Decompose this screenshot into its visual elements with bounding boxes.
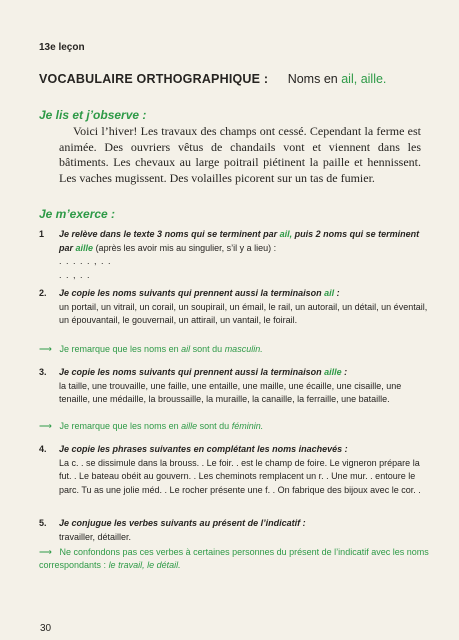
answer-dots: . . , . .: [59, 269, 91, 280]
exercise-4: [39, 443, 431, 497]
section-heading-reading: Je lis et j’observe :: [39, 108, 147, 122]
page-number: 30: [40, 623, 52, 634]
exercise-5: [39, 517, 431, 544]
exercise-number: 3.: [39, 367, 47, 377]
section-heading-exercises: Je m’exerce :: [39, 207, 116, 221]
instruction-colon: :: [336, 288, 340, 298]
vocabulary-title: VOCABULAIRE ORTHOGRAPHIQUE :: [39, 72, 269, 86]
reading-text: Voici l’hiver! Les travaux des champs ont cessé. Cependant la ferme est animée. Des ouvriers vêtus de chandails vont et viennent dans les bâtiments. Les chevaux au large poitrail piétinent la paille et hennissent. Les vaches mugissent. Des volailles picorent sur un tas de fumier.: [59, 124, 421, 185]
instruction-part: Je copie les noms suivants qui prennent aussi la terminaison: [59, 367, 322, 377]
word-list: la taille, une trouvaille, une faille, une entaille, une maille, une écaille, une cisaille, une tenaille, une médaille, la broussaille, la muraille, la canaille, la ferraille, une bataille.: [59, 380, 402, 404]
exercise-3: [39, 366, 431, 407]
arrow-icon: ⟶: [39, 547, 52, 557]
exercise-note: (après les avoir mis au singulier, s’il y a lieu) :: [95, 242, 277, 253]
remark-highlight: aille: [181, 421, 198, 431]
remark-masculine: [39, 343, 431, 356]
instruction-part: Je copie les noms suivants qui prennent aussi la terminaison: [59, 288, 322, 298]
exercise-number: 4.: [39, 444, 47, 454]
exercise-instruction: Je copie les phrases suivantes en complétant les noms inachevés :: [59, 444, 348, 454]
remark-text: Je remarque que les noms en: [59, 344, 179, 354]
remark-highlight: le détail.: [147, 560, 181, 570]
exercise-instruction: Je conjugue les verbes suivants au présent de l’indicatif :: [59, 518, 306, 528]
vocabulary-subtitle-prefix: Noms en: [287, 72, 338, 86]
vocabulary-heading: [39, 72, 429, 86]
vocabulary-subtitle: [288, 72, 387, 86]
remark-text: Je remarque que les noms en: [59, 421, 179, 431]
exercise-1: [39, 228, 431, 282]
highlight-ail: ail,: [279, 229, 293, 239]
instruction-part: puis 2 noms qui se terminent par: [59, 229, 420, 253]
exercise-number: 1: [39, 229, 45, 239]
suffix-aille: aille.: [360, 72, 387, 86]
highlight-aille: aille: [324, 367, 342, 377]
exercise-instruction: [59, 288, 340, 298]
answer-dots: . . . . . , . .: [59, 256, 112, 266]
exercise-instruction: [59, 367, 347, 377]
remark-text: sont du: [199, 421, 230, 431]
instruction-colon: :: [344, 367, 348, 377]
word-list: un portail, un vitrail, un corail, un soupirail, un émail, le rail, un autorail, un détail, un éventail, un épouvantail, le gouvernail, un attirail, un vantail, le foirail.: [59, 301, 428, 325]
suffix-ail: ail,: [341, 72, 358, 86]
remark-text: Ne confondons pas ces verbes à certaines personnes du présent de l’indicatif avec les noms correspondants :: [39, 547, 429, 570]
instruction-part: Je relève dans le texte 3 noms qui se terminent par: [59, 229, 278, 239]
exercise-number: 5.: [39, 518, 47, 528]
arrow-icon: ⟶: [39, 421, 52, 431]
remark-highlight: ail: [181, 344, 191, 354]
lesson-label: 13e leçon: [39, 42, 85, 53]
remark-verbs: [39, 546, 431, 572]
exercise-2: [39, 287, 431, 328]
remark-gender: masculin.: [224, 344, 263, 354]
highlight-ail: ail: [324, 288, 335, 298]
remark-text: sont du: [192, 344, 223, 354]
remark-gender: féminin.: [231, 421, 264, 431]
highlight-aille: aille: [75, 242, 94, 253]
fill-in-text: La c. . se dissimule dans la brouss. . Le foir. . est le champ de foire. Le vigneron prépare la fut. . Le bateau obéit au gouvern. . Les cheminots remplacent un r. . Une mur. . entoure le parc. Tu as une jolie méd. . Le rocher présente une f. . On fabrique des bijoux avec le cor. .: [59, 457, 421, 495]
arrow-icon: ⟶: [39, 344, 52, 354]
remark-highlight: le travail,: [108, 560, 145, 570]
verb-list: travailler, détailler.: [59, 531, 132, 542]
remark-feminine: [39, 420, 431, 433]
exercise-number: 2.: [39, 288, 47, 298]
